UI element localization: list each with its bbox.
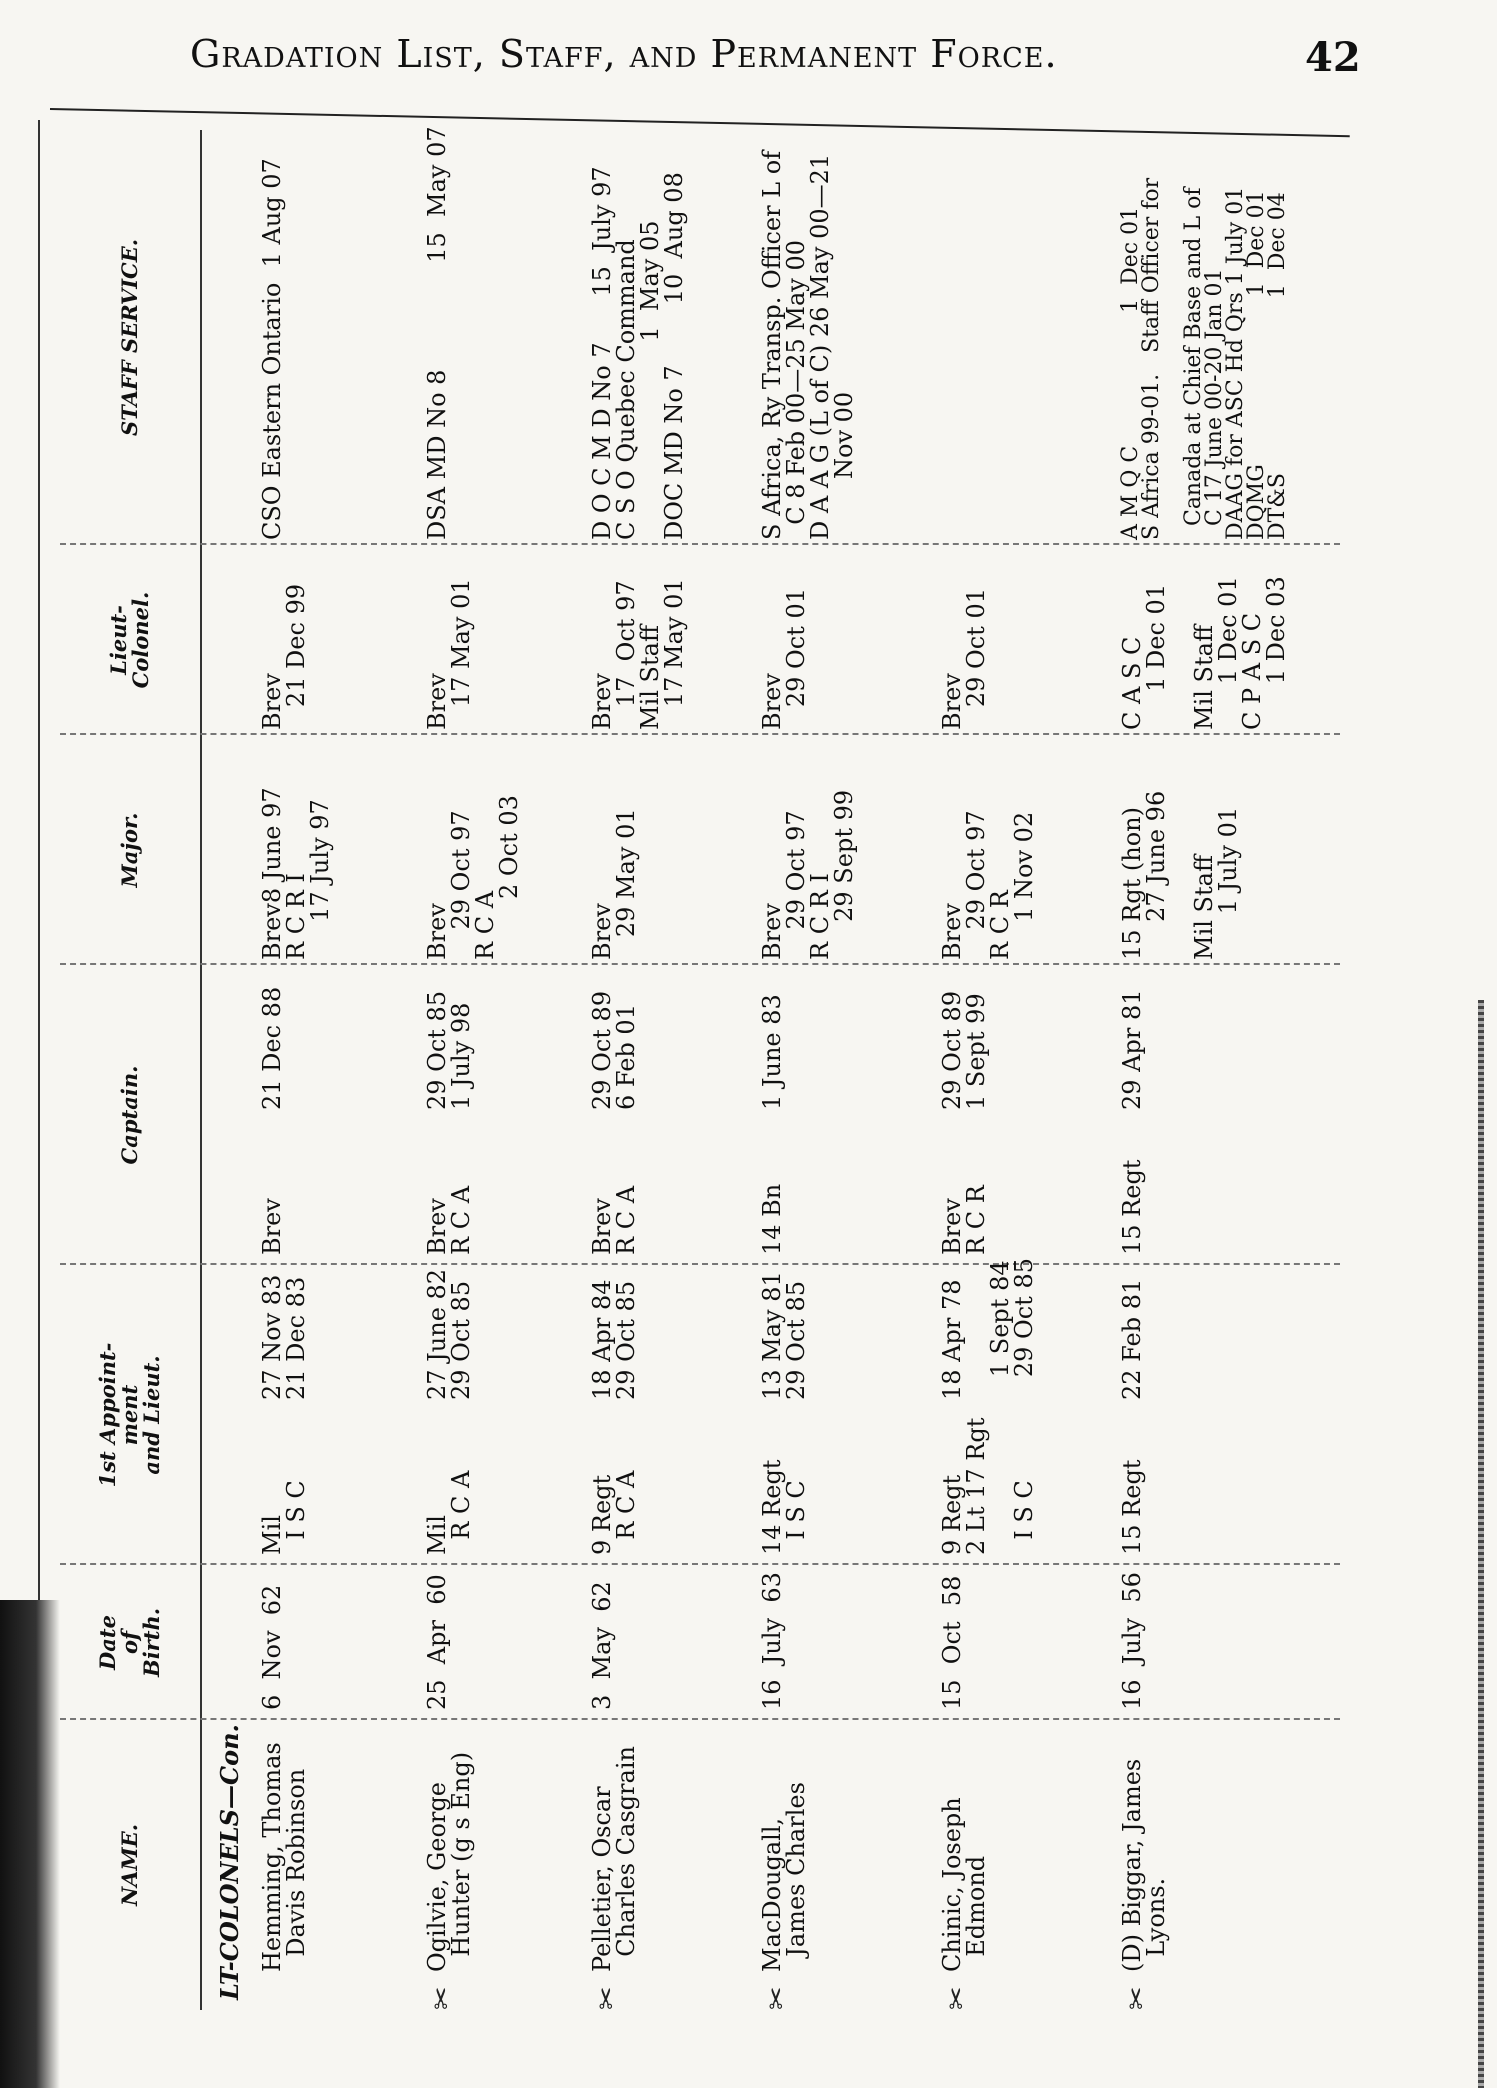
lt-colonel-dates: Brev 17 Oct 97 Mil Staff 17 May 01 xyxy=(588,578,688,730)
major-dates: Brev 29 Oct 97 R C R I 29 Sept 99 xyxy=(758,789,858,960)
lt-colonel-dates: Brev 29 Oct 01 xyxy=(938,588,990,730)
staff-service: S Africa, Ry Transp. Officer L of C 8 Feb 00—25 May 00 D A A G (L of C) 26 May 00—21 Nov 00 xyxy=(758,150,858,540)
captain-dates: 1 June 83 xyxy=(758,994,786,1110)
first-appointment-dates: 22 Feb 81 xyxy=(1118,1278,1146,1400)
first-appointment-dates: 18 Apr 78 1 Sept 84 29 Oct 85 xyxy=(938,1258,1038,1400)
scissors-icon: ✂ xyxy=(425,1986,458,2010)
date-of-birth: 15 Oct 58 xyxy=(938,1575,966,1710)
rotated-gradation-table xyxy=(60,126,1340,2010)
page-header: Gradation List, Staff, and Permanent Force. xyxy=(190,32,1058,76)
col-header-lt-colonel: Lieut- Colonel. xyxy=(106,591,153,689)
officer-name: Hemming, Thomas Davis Robinson xyxy=(258,1742,310,1972)
lt-colonel-dates: Brev 17 May 01 xyxy=(423,578,475,730)
scissors-icon: ✂ xyxy=(1120,1986,1153,2010)
major-dates: Brev 29 May 01 xyxy=(588,808,640,960)
page-right-edge xyxy=(1478,1000,1484,2088)
captain-dates: 29 Oct 85 1 July 98 xyxy=(423,990,475,1110)
captain-unit: 14 Bn xyxy=(758,1183,786,1255)
column-divider xyxy=(60,543,1340,545)
book-binding-shadow xyxy=(0,1600,60,2088)
first-appointment-dates: 18 Apr 84 29 Oct 85 xyxy=(588,1279,640,1400)
date-of-birth: 16 July 56 xyxy=(1118,1572,1146,1710)
column-divider xyxy=(60,733,1340,735)
date-of-birth: 3 May 62 xyxy=(588,1581,616,1710)
date-of-birth: 16 July 63 xyxy=(758,1572,786,1710)
scissors-icon: ✂ xyxy=(590,1986,623,2010)
lt-colonel-dates: C A S C 1 Dec 01 Mil Staff 1 Dec 01 C P A S C 1 Dec 03 xyxy=(1118,576,1290,730)
captain-dates: 29 Oct 89 6 Feb 01 xyxy=(588,990,640,1110)
page-left-edge xyxy=(38,120,40,1600)
column-divider xyxy=(60,1718,1340,1720)
captain-dates: 29 Oct 89 1 Sept 99 xyxy=(938,990,990,1110)
first-appointment-unit: 9 Regt R C A xyxy=(588,1470,640,1555)
major-dates: Brev 29 Oct 97 R C R 1 Nov 02 xyxy=(938,810,1038,960)
scissors-icon: ✂ xyxy=(760,1986,793,2010)
column-divider xyxy=(60,963,1340,965)
col-header-name: NAME. xyxy=(117,1823,142,1907)
col-header-captain: Captain. xyxy=(117,1065,142,1165)
col-header-first-appointment: 1st Appoint- ment and Lieut. xyxy=(95,1342,164,1488)
staff-service: CSO Eastern Ontario 1 Aug 07 xyxy=(258,158,286,540)
lt-colonel-dates: Brev 29 Oct 01 xyxy=(758,588,810,730)
page-number: 42 xyxy=(1305,34,1361,81)
col-header-staff-service: STAFF SERVICE. xyxy=(117,238,142,437)
captain-unit: Brev xyxy=(258,1198,286,1255)
captain-unit: Brev R C R xyxy=(938,1185,990,1255)
officer-name: (D) Biggar, James Lyons. xyxy=(1118,1758,1170,1972)
date-of-birth: 25 Apr 60 xyxy=(423,1574,451,1710)
first-appointment-dates: 27 June 82 29 Oct 85 xyxy=(423,1268,475,1400)
first-appointment-unit: 14 Regt I S C xyxy=(758,1459,810,1555)
first-appointment-dates: 13 May 81 29 Oct 85 xyxy=(758,1271,810,1400)
staff-service: A M Q C 1 Dec 01 S Africa 99-01. Staff Officer for Canada at Chief Base and L of C 17 June 00-20 Jan 01 DAAG for ASC Hd Qrs 1 July 01 DQMG 1 Dec 01 DT&S 1 Dec 04 xyxy=(1118,177,1290,540)
lt-colonel-dates: Brev 21 Dec 99 xyxy=(258,583,310,730)
section-title: LT-COLONELS—Con. xyxy=(215,1724,244,2000)
col-header-major: Major. xyxy=(117,812,142,888)
table-header-row xyxy=(60,130,200,2010)
first-appointment-unit: 15 Regt xyxy=(1118,1459,1146,1555)
date-of-birth: 6 Nov 62 xyxy=(258,1584,286,1710)
officer-name: Pelletier, Oscar Charles Casgrain xyxy=(588,1746,640,1972)
first-appointment-unit: Mil I S C xyxy=(258,1480,310,1555)
captain-dates: 21 Dec 88 xyxy=(258,986,286,1110)
major-dates: Brev 29 Oct 97 R C A 2 Oct 03 xyxy=(423,795,523,960)
scissors-icon: ✂ xyxy=(940,1986,973,2010)
officer-name: MacDougall, James Charles xyxy=(758,1782,810,1972)
column-divider xyxy=(60,1563,1340,1565)
major-dates: Brev8 June 97 R C R I 17 July 97 xyxy=(258,787,334,960)
header-rule xyxy=(200,130,202,2010)
captain-dates: 29 Apr 81 xyxy=(1118,989,1146,1110)
column-divider xyxy=(60,1263,1340,1265)
captain-unit: Brev R C A xyxy=(588,1185,640,1255)
first-appointment-unit: 9 Regt 2 Lt 17 Rgt I S C xyxy=(938,1417,1038,1555)
first-appointment-dates: 27 Nov 83 21 Dec 83 xyxy=(258,1274,310,1400)
captain-unit: Brev R C A xyxy=(423,1185,475,1255)
captain-unit: 15 Regt xyxy=(1118,1159,1146,1255)
officer-name: Ogilvie, George Hunter (g s Eng) xyxy=(423,1751,475,1972)
staff-service: D O C M D No 7 15 July 97 C S O Quebec Command 1 May 05 DOC MD No 7 10 Aug 08 xyxy=(588,166,688,540)
col-header-dob: Date of Birth. xyxy=(95,1607,164,1678)
staff-service: DSA MD No 8 15 May 07 xyxy=(423,126,451,540)
first-appointment-unit: Mil R C A xyxy=(423,1470,475,1555)
major-dates: 15 Rgt (hon) 27 June 96 Mil Staff 1 July 01 xyxy=(1118,790,1242,960)
officer-name: Chinic, Joseph Edmond xyxy=(938,1797,990,1972)
